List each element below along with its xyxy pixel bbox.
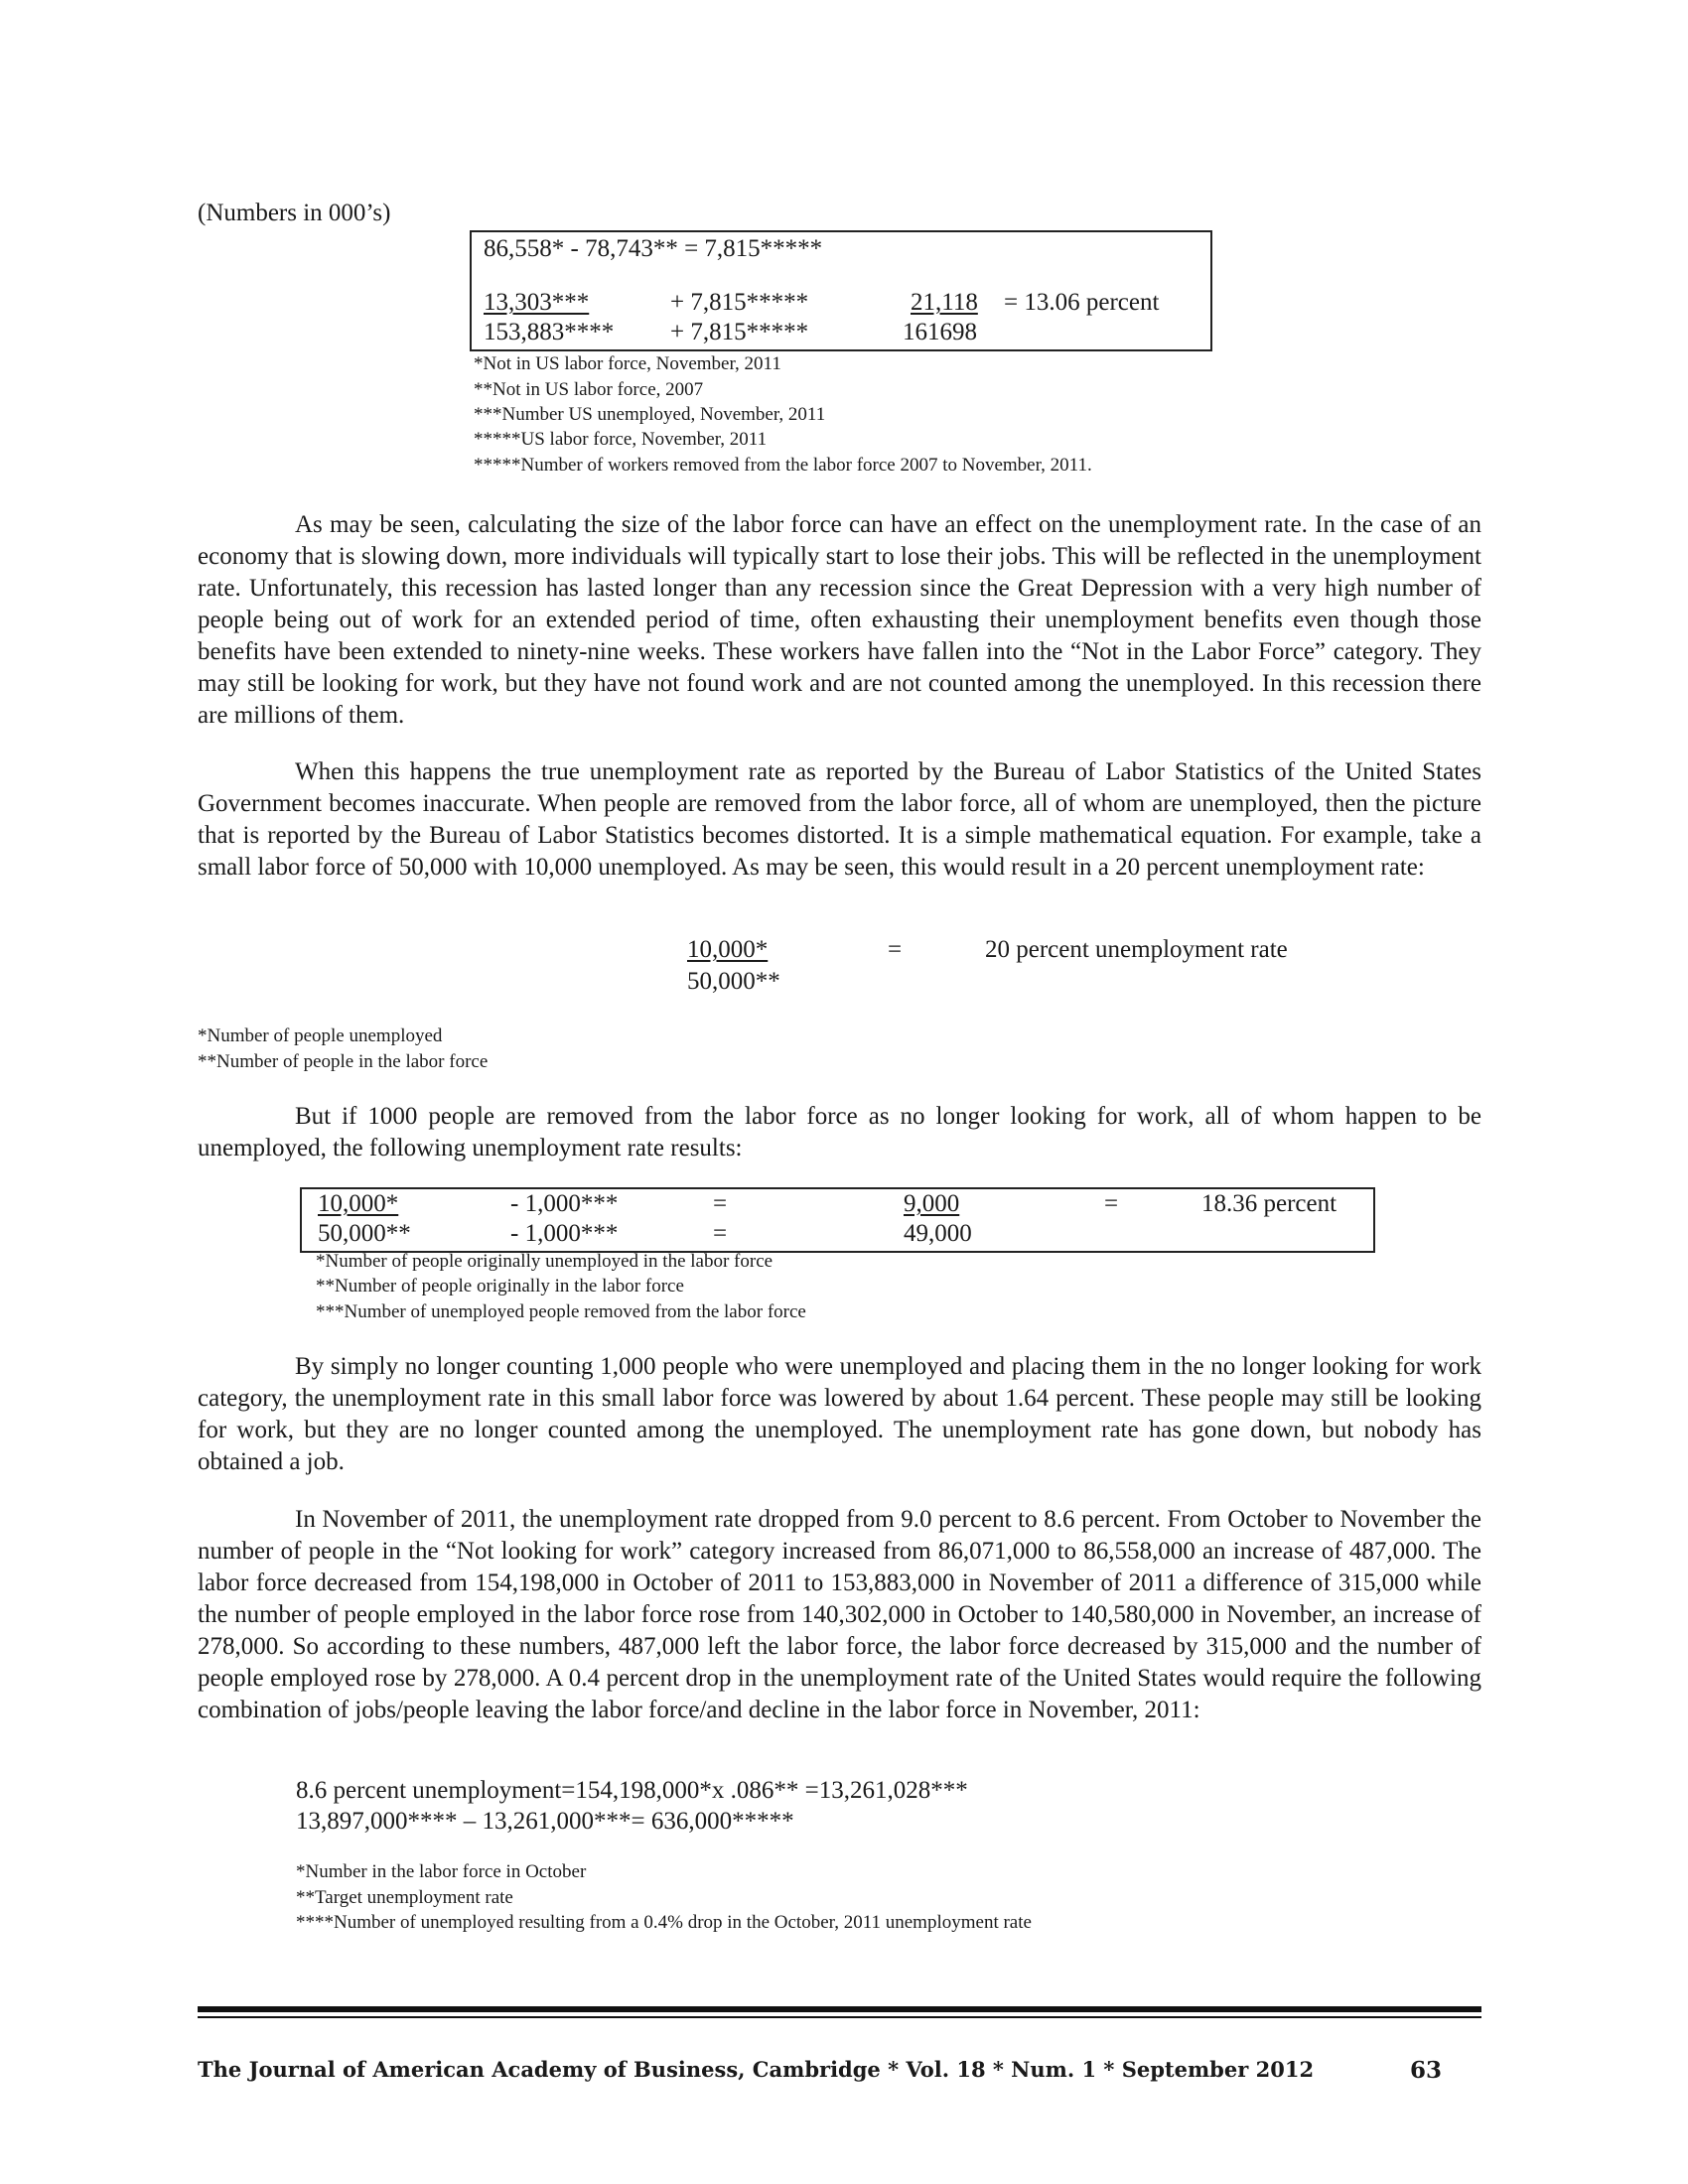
equation-row-1: 86,558* - 78,743** = 7,815***** — [484, 235, 823, 262]
equation-box-2 — [300, 1187, 1375, 1253]
footer-rule-thin — [198, 2016, 1481, 2018]
equation-numerator: 10,000* — [687, 936, 769, 963]
numerator-unemployed: 13,303*** — [484, 289, 590, 316]
equals-sign: = — [713, 1190, 728, 1217]
calculation-line: 8.6 percent unemployment=154,198,000*x .086** =13,261,028*** — [296, 1777, 968, 1804]
footnote-line: *Number of people originally unemployed in the labor force — [316, 1251, 774, 1272]
sum-denominator: 161698 — [903, 319, 977, 345]
footnote-line: *Not in US labor force, November, 2011 — [474, 353, 781, 374]
equals-sign: = — [713, 1220, 728, 1247]
paragraph — [198, 1504, 1481, 1726]
result-denominator: 49,000 — [904, 1220, 972, 1247]
numbers-note: (Numbers in 000’s) — [198, 200, 391, 226]
footnote-line: *Number of people unemployed — [198, 1025, 443, 1046]
footnote-line: **Number of people originally in the labor force — [316, 1276, 684, 1297]
paragraph-text: In November of 2011, the unemployment rate dropped from 9.0 percent to 8.6 percent. From October to November the number of people in the “Not looking for work” category increased from 86,071,000 to 86,558,000 an increase of 487,000. The labor force decreased from 154,198,000 in October of 2011 to 153,883,000 in November of 2011 a difference of 315,000 while the number of people employed in the labor force rose from 140,302,000 in October to 140,580,000 in November, an increase of 278,000. So according to these numbers, 487,000 left the labor force, the labor force decreased by 315,000 and the number of people employed rose by 278,000. A 0.4 percent drop in the unemployment rate of the United States would require the following combination of jobs/people leaving the labor force/and decline in the labor force in November, 2011: — [198, 1506, 1481, 1723]
plus-removed-denominator: + 7,815***** — [670, 319, 809, 345]
equation-result: 20 percent unemployment rate — [985, 936, 1288, 963]
result-percent: = 13.06 percent — [1004, 289, 1160, 316]
equals-sign: = — [1104, 1190, 1119, 1217]
equals-sign: = — [888, 936, 903, 963]
footnote-line: *Number in the labor force in October — [296, 1861, 587, 1882]
minus-removed-denominator: - 1,000*** — [510, 1220, 619, 1247]
denominator-labor-force: 50,000** — [318, 1220, 411, 1247]
footnote-line: **Number of people in the labor force — [198, 1051, 489, 1072]
footnote-line: ***Number US unemployed, November, 2011 — [474, 404, 826, 425]
footnote-line: ***Number of unemployed people removed from the labor force — [316, 1301, 806, 1322]
equation-denominator: 50,000** — [687, 968, 780, 995]
paragraph-text: When this happens the true unemployment rate as reported by the Bureau of Labor Statistics of the United States Government becomes inaccurate. When people are removed from the labor force, all of whom are unemployed, then the picture that is reported by the Bureau of Labor Statistics becomes distorted. It is a simple mathematical equation. For example, take a small labor force of 50,000 with 10,000 unemployed. As may be seen, this would result in a 20 percent unemployment rate: — [198, 758, 1481, 881]
footnote-line: *****US labor force, November, 2011 — [474, 429, 768, 450]
paragraph-text: By simply no longer counting 1,000 people who were unemployed and placing them in the no longer looking for work category, the unemployment rate in this small labor force was lowered by about 1.64 percent. These people may still be looking for work, but they are no longer counted among the unemployed. The unemployment rate has gone down, but nobody has obtained a job. — [198, 1353, 1481, 1475]
footnote-line: **Target unemployment rate — [296, 1887, 513, 1908]
result-numerator: 9,000 — [904, 1190, 960, 1217]
result-percent: 18.36 percent — [1201, 1190, 1337, 1217]
page-number: 63 — [1410, 2057, 1443, 2084]
equation-box-1 — [470, 230, 1212, 351]
paragraph-text: But if 1000 people are removed from the labor force as no longer looking for work, all of whom happen to be unemployed, the following unemployment rate results: — [198, 1103, 1481, 1161]
numerator-unemployed: 10,000* — [318, 1190, 399, 1217]
denominator-labor-force: 153,883**** — [484, 319, 615, 345]
paragraph — [198, 1351, 1481, 1478]
calculation-line: 13,897,000**** – 13,261,000***= 636,000***** — [296, 1808, 794, 1835]
paragraph — [198, 1101, 1481, 1164]
paragraph — [198, 756, 1481, 884]
footnote-line: ****Number of unemployed resulting from a 0.4% drop in the October, 2011 unemployment rate — [296, 1912, 1032, 1933]
footnote-line: *****Number of workers removed from the labor force 2007 to November, 2011. — [474, 455, 1092, 476]
sum-numerator: 21,118 — [911, 289, 978, 316]
paragraph-text: As may be seen, calculating the size of the labor force can have an effect on the unemployment rate. In the case of an economy that is slowing down, more individuals will typically start to lose their jobs. This will be reflected in the unemployment rate. Unfortunately, this recession has lasted longer than any recession since the Great Depression with a very high number of people being out of work for an extended period of time, often exhausting their unemployment benefits even though those benefits have been extended to ninety-nine weeks. These workers have fallen into the “Not in the Labor Force” category. They may still be looking for work, but they have not found work and are not counted among the unemployed. In this recession there are millions of them. — [198, 511, 1481, 729]
journal-footer: The Journal of American Academy of Business, Cambridge * Vol. 18 * Num. 1 * September 2012 — [198, 2057, 1315, 2082]
footnote-line: **Not in US labor force, 2007 — [474, 379, 704, 400]
minus-removed-numerator: - 1,000*** — [510, 1190, 619, 1217]
plus-removed-numerator: + 7,815***** — [670, 289, 809, 316]
footer-rule-thick — [198, 2006, 1481, 2012]
paragraph — [198, 509, 1481, 732]
